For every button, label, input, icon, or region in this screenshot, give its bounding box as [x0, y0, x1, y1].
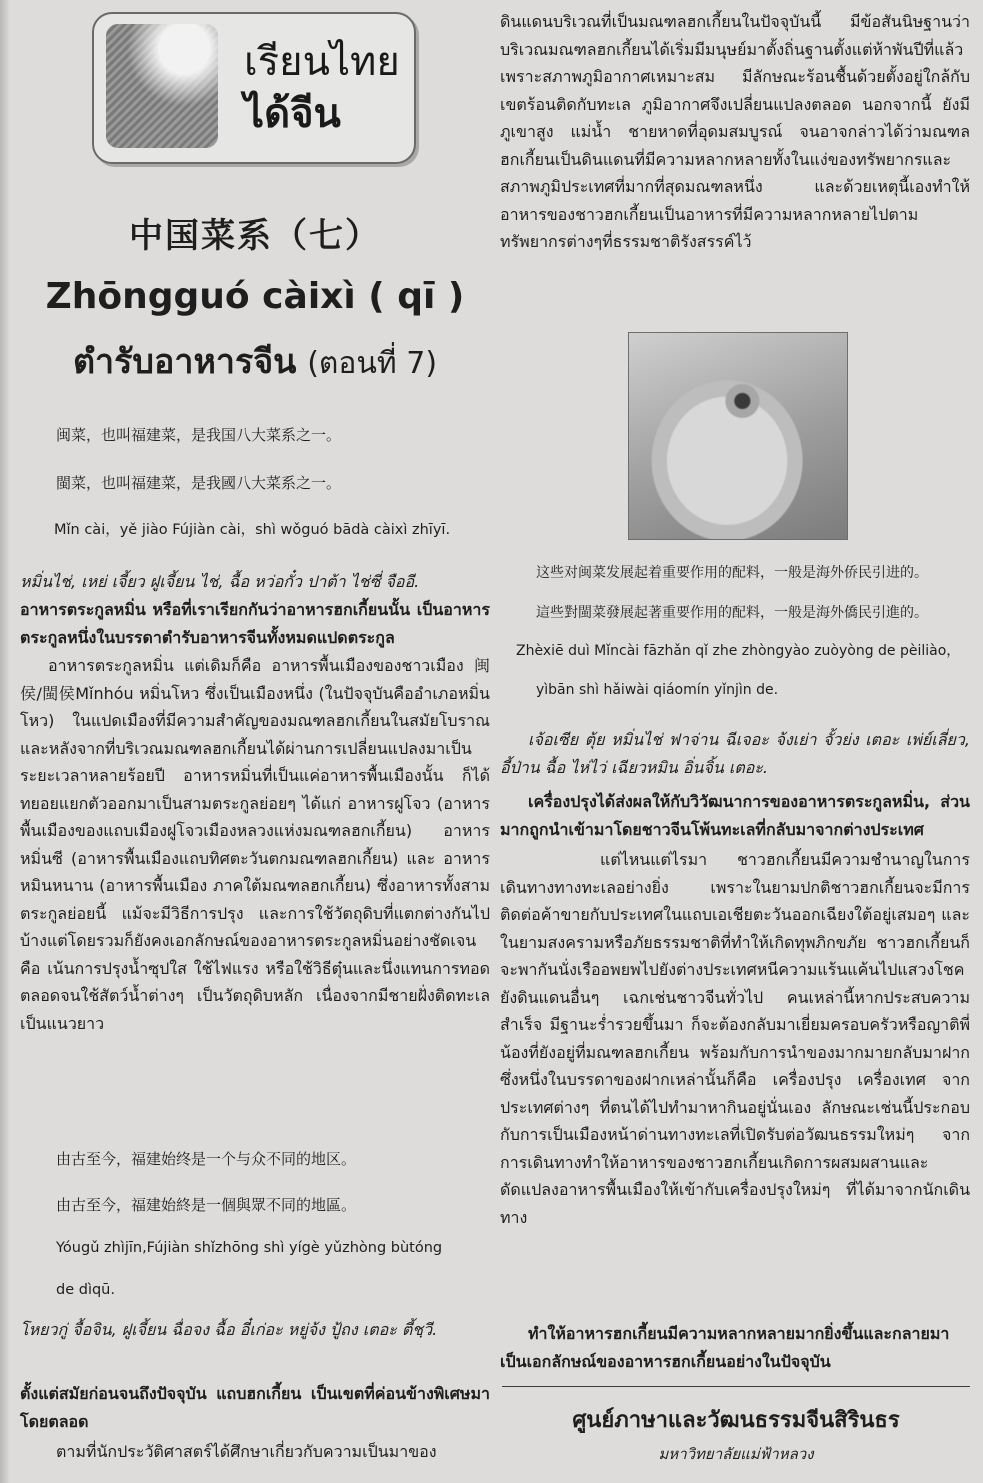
title-chinese: 中国菜系（七）	[129, 216, 381, 256]
footer-university: มหาวิทยาลัยแม่ฟ้าหลวง	[658, 1445, 814, 1463]
caption-pinyin-line-1: Zhèxiē duì Mǐncài fāzhǎn qǐ zhe zhòngyào zuòyòng de pèiliào，	[516, 643, 961, 659]
column-logo	[92, 12, 416, 164]
right-paragraph-4: ทำให้อาหารฮกเกี้ยนมีความหลากหลายมากยิ่งขึ้นและกลายมาเป็นเอกลักษณ์ของอาหารฮกเกี้ยนอย่างในปัจจุบัน	[500, 1324, 950, 1371]
caption-traditional: 這些對閩菜發展起著重要作用的配料，一般是海外僑民引進的。	[536, 605, 928, 621]
paragraph-4: ตามที่นักประวัติศาสตร์ได้ศึกษาเกี่ยวกับความเป็นมาของ	[56, 1442, 437, 1461]
sentence-1-pinyin: Mǐn cài，yě jiào Fújiàn cài，shì wǒguó bādà càixì zhīyī.	[54, 522, 451, 538]
paragraph-3: ตั้งแต่สมัยก่อนจนถึงปัจจุบัน แถบฮกเกี้ยน เป็นเขตที่ค่อนข้างพิเศษมาโดยตลอด	[20, 1384, 490, 1431]
logo-line-2: ได้จีน	[244, 91, 341, 137]
sentence-2-thai-reading: โหยวกู่ จื้อจิน, ฝูเจี้ยน ฉื่อจง ฉื้อ อี๋เก่อะ หยู่จ้ง ปู้ถง เตอะ ตี้ชฺวี.	[20, 1320, 438, 1339]
caption-thai-reading: เจ้อเซีย ตุ้ย หมิ่นไช่ ฟาจ่าน ฉีเจอะ จ้งเย่า จั้วย่ง เตอะ เพ่ย์เลี่ยว, อี้ป่าน ฉื้อ ไห่ไว่ เฉียวหมิน อิ่นจิ้น เตอะ.	[500, 730, 970, 777]
caption-pinyin-line-2: yìbān shì hǎiwài qiáomín yǐnjìn de.	[536, 682, 779, 698]
caption-simplified: 这些对闽菜发展起着重要作用的配料，一般是海外侨民引进的。	[536, 565, 928, 581]
sentence-1-thai-reading: หมิ่นไช่, เหย่ เจี้ยว ฝูเจี้ยน ไช่, ฉื้อ หว่อกั๋ว ปาต้า ไช่ซี่ จืออี.	[20, 572, 420, 591]
title-thai-line	[20, 332, 490, 394]
right-paragraph-2: เครื่องปรุงได้ส่งผลให้กับวิวัฒนาการของอาหารตระกูลหมิ่น, ส่วนมากถูกนำเข้ามาโดยชาวจีนโพ้นทะเลที่กลับมาจากต่างประเทศ	[500, 792, 970, 839]
sentence-2-traditional: 由古至今，福建始終是一個與眾不同的地區。	[56, 1196, 357, 1214]
sentence-1-traditional: 閩菜，也叫福建菜，是我國八大菜系之一。	[56, 474, 342, 492]
sentence-1-simplified: 闽菜，也叫福建菜，是我国八大菜系之一。	[56, 426, 342, 444]
sentence-2-simplified: 由古至今，福建始终是一个与众不同的地区。	[56, 1150, 357, 1168]
sentence-2-pinyin-line-2: de dìqū.	[56, 1282, 115, 1298]
right-paragraph-3: แต่ไหนแต่ไรมา ชาวฮกเกี้ยนมีความชำนาญในการเดินทางทางทะเลอย่างยิ่ง เพราะในยามปกติชาวฮกเกี้ยนจะมีการติดต่อค้าขายกับประเทศในแถบเอเชียตะวันออกเฉียงใต้อยู่เสมอๆ และในยามสงครามหรือภัยธรรมชาติที่ทำให้เกิดทุพภิกขภัย ชาวฮกเกี้ยนก็จะพากันนั่งเรืออพยพไปยังต่างประเทศหนีความแร้นแค้นไปแสวงโชคยังดินแดนอื่นๆ เฉกเช่นชาวจีนทั่วไป คนเหล่านี้หากประสบความสำเร็จ มีฐานะร่ำรวยขึ้นมา ก็จะต้องกลับมาเยี่ยมครอบครัวหรือญาติพี่น้องที่ยังอยู่ที่มณฑลฮกเกี้ยน พร้อมกับการนำของมากมายกลับมาฝาก ซึ่งหนึ่งในบรรดาของฝากเหล่านั้นก็คือ เครื่องปรุง เครื่องเทศ จากประเทศต่างๆ ที่ตนได้ไปทำมาหากินอยู่นั่นเอง ลักษณะเช่นนี้ประกอบกับการเป็นเมืองหน้าด่านทางทะเลที่เปิดรับต่อวัฒนธรรมใหม่ๆ จากการเดินทางทำให้อาหารของชาวฮกเกี้ยนเกิดการผสมผสานและดัดแปลงอาหารพื้นเมืองให้เข้ากับเครื่องปรุงใหม่ๆ ที่ได้มาจากนักเดินทาง	[500, 850, 970, 1227]
title-thai: ตำรับอาหารจีน	[72, 342, 297, 382]
paragraph-2: อาหารตระกูลหมิ่น แต่เดิมก็คือ อาหารพื้นเมืองของชาวเมือง 闽侯/閩侯Mǐnhóu หมิ่นโหว ซึ่งเป็นเมืองหนึ่ง (ในปัจจุบันคืออำเภอหมิ่นโหว) ในแปดเมืองที่มีความสำคัญของมณฑลฮกเกี้ยนในสมัยโบราณ และหลังจากที่บริเวณมณฑลฮกเกี้ยนได้ผ่านการเปลี่ยนแปลงมาเป็นระยะเวลาหลายร้อยปี อาหารหมิ่นที่เป็นแค่อาหารพื้นเมืองนั้น ก็ได้ทยอยแยกตัวออกมาเป็นสามตระกูลย่อยๆ ได้แก่ อาหารฝูโจว (อาหารพื้นเมืองของแถบเมืองฝูโจวเมืองหลวงแห่งมณฑลฮกเกี้ยน) อาหารหมิ่นซี (อาหารพื้นเมืองแถบทิศตะวันตกมณฑลฮกเกี้ยน) และ อาหารหมินหนาน (อาหารพื้นเมือง ภาคใต้มณฑลฮกเกี้ยน) ซึ่งอาหารทั้งสามตระกูลย่อยนี้ แม้จะมีวิธีการปรุง และการใช้วัตถุดิบที่แตกต่างกันไปบ้างแต่โดยรวมก็ยังคงเอกลักษณ์ของอาหารตระกูลหมิ่นอย่างชัดเจน คือ เน้นการปรุงน้ำซุปใส ใช้ไฟแรง หรือใช้วิธีตุ๋นและนึ่งแทนการทอด ตลอดจนใช้สัตว์น้ำต่างๆ เป็นวัตถุดิบหลัก เนื่องจากมีชายฝั่งติดทะเลเป็นแนวยาว	[20, 656, 490, 1033]
article-title	[20, 210, 490, 394]
logo-line-1: เรียนไทย	[244, 39, 400, 85]
logo-text	[244, 36, 404, 140]
footer-organization: ศูนย์ภาษาและวัฒนธรรมจีนสิรินธร	[572, 1408, 900, 1433]
article-photo	[628, 332, 848, 540]
footer-divider	[502, 1386, 970, 1387]
title-pinyin: Zhōngguó càixì ( qī )	[45, 276, 465, 317]
right-paragraph-1: ดินแดนบริเวณที่เป็นมณฑลฮกเกี้ยนในปัจจุบันนี้ มีข้อสันนิษฐานว่าบริเวณมณฑลฮกเกี้ยนได้เริ่มมีมนุษย์มาตั้งถิ่นฐานตั้งแต่ห้าพันปีที่แล้ว เพราะสภาพภูมิอากาศเหมาะสม มีลักษณะร้อนชื้นด้วยตั้งอยู่ใกล้กับเขตร้อนติดกับทะเล ภูมิอากาศจึงเปลี่ยนแปลงตลอด นอกจากนี้ ยังมีภูเขาสูง แม่น้ำ ชายหาดที่อุดมสมบูรณ์ จนอาจกล่าวได้ว่ามณฑลฮกเกี้ยนเป็นดินแดนที่มีความหลากหลายทั้งในแง่ของทรัพยากรและสภาพภูมิประเทศที่มากที่สุดมณฑลหนึ่ง และด้วยเหตุนี้เองทำให้อาหารของชาวฮกเกี้ยนเป็นอาหารที่มีความหลากหลายไปตามทรัพยากรต่างๆที่ธรรมชาติรังสรรค์ไว้	[500, 12, 970, 251]
logo-image	[106, 24, 218, 148]
sentence-2-pinyin-line-1: Yóugǔ zhìjīn,Fújiàn shǐzhōng shì yígè yǔzhòng bùtóng	[56, 1240, 443, 1256]
scan-edge	[0, 0, 10, 1483]
title-episode: (ตอนที่ 7)	[307, 346, 438, 381]
paragraph-1: อาหารตระกูลหมิ่น หรือที่เราเรียกกันว่าอาหารฮกเกี้ยนนั้น เป็นอาหารตระกูลหนึ่งในบรรดาตำรับอาหารจีนทั้งหมดแปดตระกูล	[20, 600, 490, 647]
